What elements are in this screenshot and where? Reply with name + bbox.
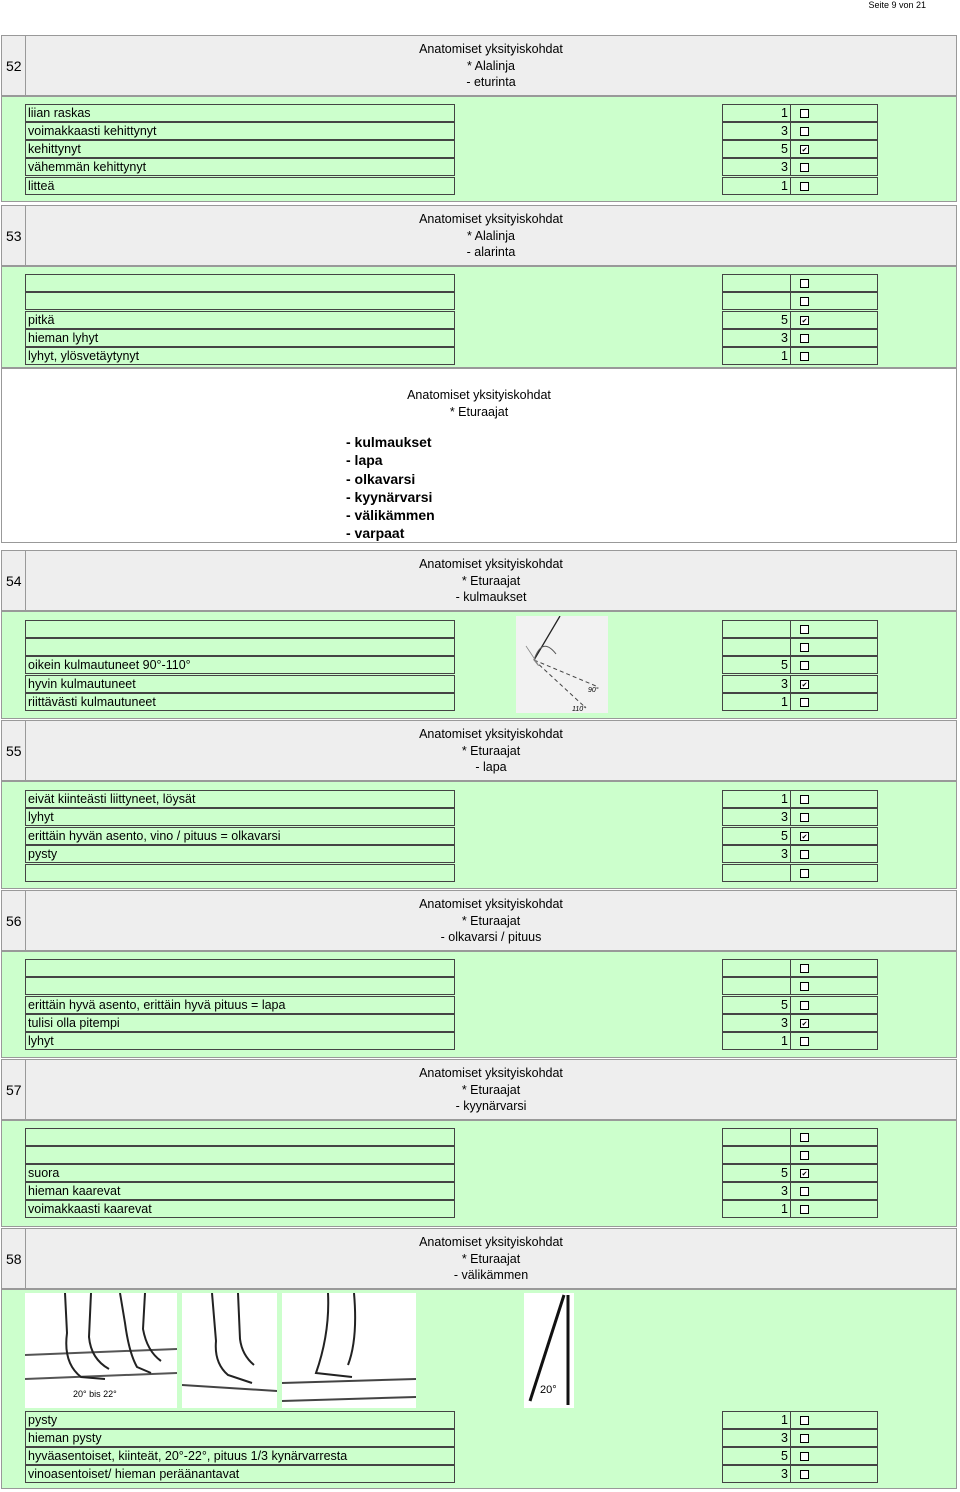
score-value: 5 bbox=[781, 1166, 788, 1180]
row-score bbox=[722, 693, 878, 711]
row-label bbox=[25, 959, 455, 977]
score-value: 3 bbox=[781, 810, 788, 824]
row-label: kehittynyt bbox=[25, 140, 455, 158]
score-value: 1 bbox=[781, 179, 788, 193]
row-score bbox=[722, 620, 878, 638]
row-label: lyhyt bbox=[25, 808, 455, 826]
divider bbox=[790, 330, 791, 346]
divider bbox=[790, 1129, 791, 1145]
divider bbox=[790, 159, 791, 175]
score-checkbox[interactable] bbox=[800, 1037, 809, 1046]
svg-text:20°: 20° bbox=[540, 1384, 557, 1396]
divider bbox=[790, 676, 791, 692]
row-label: hyvin kulmautuneet bbox=[25, 675, 455, 693]
row-score bbox=[722, 292, 878, 310]
row-score bbox=[722, 1014, 878, 1032]
score-checkbox[interactable] bbox=[800, 964, 809, 973]
row-score bbox=[722, 827, 878, 845]
divider bbox=[790, 178, 791, 194]
row-score bbox=[722, 638, 878, 656]
pastern-figure-2 bbox=[182, 1293, 277, 1408]
row-label: eivät kiinteästi liittyneet, löysät bbox=[25, 790, 455, 808]
score-checkbox[interactable] bbox=[800, 1470, 809, 1479]
divider bbox=[790, 960, 791, 976]
divider bbox=[790, 1015, 791, 1031]
row-score bbox=[722, 656, 878, 674]
score-checkbox[interactable] bbox=[800, 869, 809, 878]
section-header-58 bbox=[1, 1228, 957, 1289]
row-label bbox=[25, 1146, 455, 1164]
section-header-55 bbox=[1, 720, 957, 781]
section-title: Anatomiset yksityiskohdat * Alalinja - alarinta bbox=[419, 212, 563, 259]
divider bbox=[790, 1430, 791, 1446]
row-label: suora bbox=[25, 1164, 455, 1182]
svg-text:110°: 110° bbox=[572, 706, 586, 713]
score-checkbox[interactable] bbox=[800, 163, 809, 172]
section-number: 54 bbox=[3, 551, 26, 610]
pastern-figure-1 bbox=[25, 1293, 177, 1408]
score-checkbox[interactable] bbox=[800, 1434, 809, 1443]
intro-item: - olkavarsi bbox=[346, 470, 416, 487]
divider bbox=[790, 997, 791, 1013]
section-header-54 bbox=[1, 550, 957, 611]
row-label: erittäin hyvä asento, erittäin hyvä pituus = lapa bbox=[25, 996, 455, 1014]
intro-title: Anatomiset yksityiskohdat * Eturaajat bbox=[407, 388, 551, 419]
section-number: 55 bbox=[3, 721, 26, 780]
row-label: pysty bbox=[25, 1411, 455, 1429]
row-score bbox=[722, 1429, 878, 1447]
score-value: 3 bbox=[781, 331, 788, 345]
divider bbox=[790, 123, 791, 139]
row-label bbox=[25, 1128, 455, 1146]
score-value: 5 bbox=[781, 1449, 788, 1463]
row-score bbox=[722, 311, 878, 329]
intro-item: - kyynärvarsi bbox=[346, 488, 433, 505]
score-value: 1 bbox=[781, 695, 788, 709]
row-score bbox=[722, 790, 878, 808]
score-checkbox[interactable] bbox=[800, 1187, 809, 1196]
score-value: 5 bbox=[781, 658, 788, 672]
paw-icon bbox=[25, 1293, 177, 1408]
section-number: 53 bbox=[3, 206, 26, 265]
divider bbox=[790, 978, 791, 994]
divider bbox=[790, 846, 791, 862]
row-score bbox=[722, 122, 878, 140]
row-score bbox=[722, 1182, 878, 1200]
section-number: 52 bbox=[3, 36, 26, 95]
row-label bbox=[25, 638, 455, 656]
divider bbox=[790, 621, 791, 637]
score-checkbox[interactable] bbox=[800, 182, 809, 191]
score-value: 3 bbox=[781, 677, 788, 691]
paw-icon bbox=[282, 1293, 416, 1408]
page-number: Seite 9 von 21 bbox=[868, 0, 926, 10]
score-value: 5 bbox=[781, 829, 788, 843]
score-checkbox[interactable] bbox=[800, 1452, 809, 1461]
intro-item: - lapa bbox=[346, 452, 383, 469]
score-value: 3 bbox=[781, 1184, 788, 1198]
score-value: 1 bbox=[781, 106, 788, 120]
section-title: Anatomiset yksityiskohdat * Eturaajat - olkavarsi / pituus bbox=[419, 897, 563, 944]
divider bbox=[790, 105, 791, 121]
section-number: 56 bbox=[3, 891, 26, 950]
divider bbox=[790, 1448, 791, 1464]
row-label: hieman kaarevat bbox=[25, 1182, 455, 1200]
score-checkbox[interactable] bbox=[800, 316, 809, 325]
angulation-diagram bbox=[516, 616, 608, 713]
section-header-57 bbox=[1, 1059, 957, 1120]
divider bbox=[790, 141, 791, 157]
score-checkbox[interactable] bbox=[800, 832, 809, 841]
score-checkbox[interactable] bbox=[800, 145, 809, 154]
section-header-52 bbox=[1, 35, 957, 96]
row-score bbox=[722, 274, 878, 292]
score-checkbox[interactable] bbox=[800, 643, 809, 652]
row-label: voimakkaasti kaarevat bbox=[25, 1200, 455, 1218]
score-value: 3 bbox=[781, 124, 788, 138]
divider bbox=[790, 809, 791, 825]
row-label: pysty bbox=[25, 845, 455, 863]
row-label: pitkä bbox=[25, 311, 455, 329]
divider bbox=[790, 348, 791, 364]
divider bbox=[790, 1165, 791, 1181]
row-label: voimakkaasti kehittynyt bbox=[25, 122, 455, 140]
row-score bbox=[722, 347, 878, 365]
row-score bbox=[722, 329, 878, 347]
pastern-angle-figure bbox=[524, 1293, 574, 1408]
divider bbox=[790, 275, 791, 291]
score-value: 1 bbox=[781, 792, 788, 806]
score-checkbox[interactable] bbox=[800, 813, 809, 822]
row-score bbox=[722, 996, 878, 1014]
divider bbox=[790, 657, 791, 673]
score-checkbox[interactable] bbox=[800, 1416, 809, 1425]
row-score bbox=[722, 1465, 878, 1483]
divider bbox=[790, 1201, 791, 1217]
score-checkbox[interactable] bbox=[800, 982, 809, 991]
section-header-53 bbox=[1, 205, 957, 266]
intro-item: - kulmaukset bbox=[346, 434, 432, 450]
row-label bbox=[25, 977, 455, 995]
score-checkbox[interactable] bbox=[800, 1001, 809, 1010]
divider bbox=[790, 1466, 791, 1482]
score-checkbox[interactable] bbox=[800, 698, 809, 707]
section-number: 58 bbox=[3, 1229, 26, 1288]
intro-list bbox=[346, 433, 435, 543]
row-label: litteä bbox=[25, 177, 455, 195]
row-score bbox=[722, 845, 878, 863]
divider bbox=[790, 312, 791, 328]
row-score bbox=[722, 864, 878, 882]
score-value: 3 bbox=[781, 1016, 788, 1030]
row-score bbox=[722, 1411, 878, 1429]
score-checkbox[interactable] bbox=[800, 352, 809, 361]
score-checkbox[interactable] bbox=[800, 680, 809, 689]
score-value: 3 bbox=[781, 1467, 788, 1481]
score-value: 1 bbox=[781, 1202, 788, 1216]
section-title: Anatomiset yksityiskohdat * Alalinja - eturinta bbox=[419, 42, 563, 89]
score-checkbox[interactable] bbox=[800, 127, 809, 136]
score-checkbox[interactable] bbox=[800, 109, 809, 118]
intro-item: - varpaat bbox=[346, 525, 405, 542]
row-label: lyhyt bbox=[25, 1032, 455, 1050]
row-label: hyväasentoiset, kiinteät, 20°-22°, pituus 1/3 kynärvarresta bbox=[25, 1447, 455, 1465]
score-checkbox[interactable] bbox=[800, 1019, 809, 1028]
score-checkbox[interactable] bbox=[800, 279, 809, 288]
row-label: tulisi olla pitempi bbox=[25, 1014, 455, 1032]
row-label bbox=[25, 864, 455, 882]
score-checkbox[interactable] bbox=[800, 1169, 809, 1178]
score-value: 3 bbox=[781, 1431, 788, 1445]
section-title: Anatomiset yksityiskohdat * Eturaajat - kulmaukset bbox=[419, 557, 563, 604]
paw-icon bbox=[182, 1293, 277, 1408]
score-checkbox[interactable] bbox=[800, 297, 809, 306]
eturaajat-intro bbox=[1, 368, 957, 543]
divider bbox=[790, 1412, 791, 1428]
score-value: 3 bbox=[781, 847, 788, 861]
section-title: Anatomiset yksityiskohdat * Eturaajat - kyynärvarsi bbox=[419, 1066, 563, 1113]
score-value: 1 bbox=[781, 1034, 788, 1048]
row-label: lyhyt, ylösvetäytynyt bbox=[25, 347, 455, 365]
row-score bbox=[722, 977, 878, 995]
score-checkbox[interactable] bbox=[800, 1205, 809, 1214]
intro-item: - välikämmen bbox=[346, 507, 435, 524]
score-value: 5 bbox=[781, 313, 788, 327]
row-score bbox=[722, 808, 878, 826]
svg-text:90°: 90° bbox=[588, 687, 599, 694]
section-header-56 bbox=[1, 890, 957, 951]
row-score bbox=[722, 104, 878, 122]
row-label bbox=[25, 292, 455, 310]
divider bbox=[790, 828, 791, 844]
row-score bbox=[722, 1164, 878, 1182]
row-score bbox=[722, 675, 878, 693]
score-value: 1 bbox=[781, 349, 788, 363]
row-label: hieman lyhyt bbox=[25, 329, 455, 347]
row-score bbox=[722, 1128, 878, 1146]
row-score bbox=[722, 1032, 878, 1050]
score-checkbox[interactable] bbox=[800, 1133, 809, 1142]
row-score bbox=[722, 959, 878, 977]
row-score bbox=[722, 1447, 878, 1465]
angle-icon bbox=[516, 616, 608, 713]
divider bbox=[790, 1033, 791, 1049]
angle-icon bbox=[524, 1293, 574, 1408]
score-checkbox[interactable] bbox=[800, 661, 809, 670]
row-score bbox=[722, 1146, 878, 1164]
row-score bbox=[722, 158, 878, 176]
section-title: Anatomiset yksityiskohdat * Eturaajat - lapa bbox=[419, 727, 563, 774]
divider bbox=[790, 639, 791, 655]
score-value: 3 bbox=[781, 160, 788, 174]
row-label: vinoasentoiset/ hieman peräänantavat bbox=[25, 1465, 455, 1483]
score-value: 5 bbox=[781, 998, 788, 1012]
score-checkbox[interactable] bbox=[800, 334, 809, 343]
section-number: 57 bbox=[3, 1060, 26, 1119]
row-score bbox=[722, 177, 878, 195]
section-title: Anatomiset yksityiskohdat * Eturaajat - välikämmen bbox=[419, 1235, 563, 1282]
divider bbox=[790, 1147, 791, 1163]
divider bbox=[790, 293, 791, 309]
row-label: liian raskas bbox=[25, 104, 455, 122]
row-label: oikein kulmautuneet 90°-110° bbox=[25, 656, 455, 674]
divider bbox=[790, 1183, 791, 1199]
row-label bbox=[25, 274, 455, 292]
row-label bbox=[25, 620, 455, 638]
row-score bbox=[722, 1200, 878, 1218]
score-checkbox[interactable] bbox=[800, 850, 809, 859]
divider bbox=[790, 694, 791, 710]
score-checkbox[interactable] bbox=[800, 795, 809, 804]
svg-text:20° bis 22°: 20° bis 22° bbox=[73, 1389, 117, 1399]
score-checkbox[interactable] bbox=[800, 625, 809, 634]
score-value: 1 bbox=[781, 1413, 788, 1427]
row-label: riittävästi kulmautuneet bbox=[25, 693, 455, 711]
row-label: erittäin hyvän asento, vino / pituus = olkavarsi bbox=[25, 827, 455, 845]
divider bbox=[790, 865, 791, 881]
divider bbox=[790, 791, 791, 807]
score-value: 5 bbox=[781, 142, 788, 156]
pastern-figure-3 bbox=[282, 1293, 416, 1408]
row-score bbox=[722, 140, 878, 158]
row-label: vähemmän kehittynyt bbox=[25, 158, 455, 176]
row-label: hieman pysty bbox=[25, 1429, 455, 1447]
score-checkbox[interactable] bbox=[800, 1151, 809, 1160]
